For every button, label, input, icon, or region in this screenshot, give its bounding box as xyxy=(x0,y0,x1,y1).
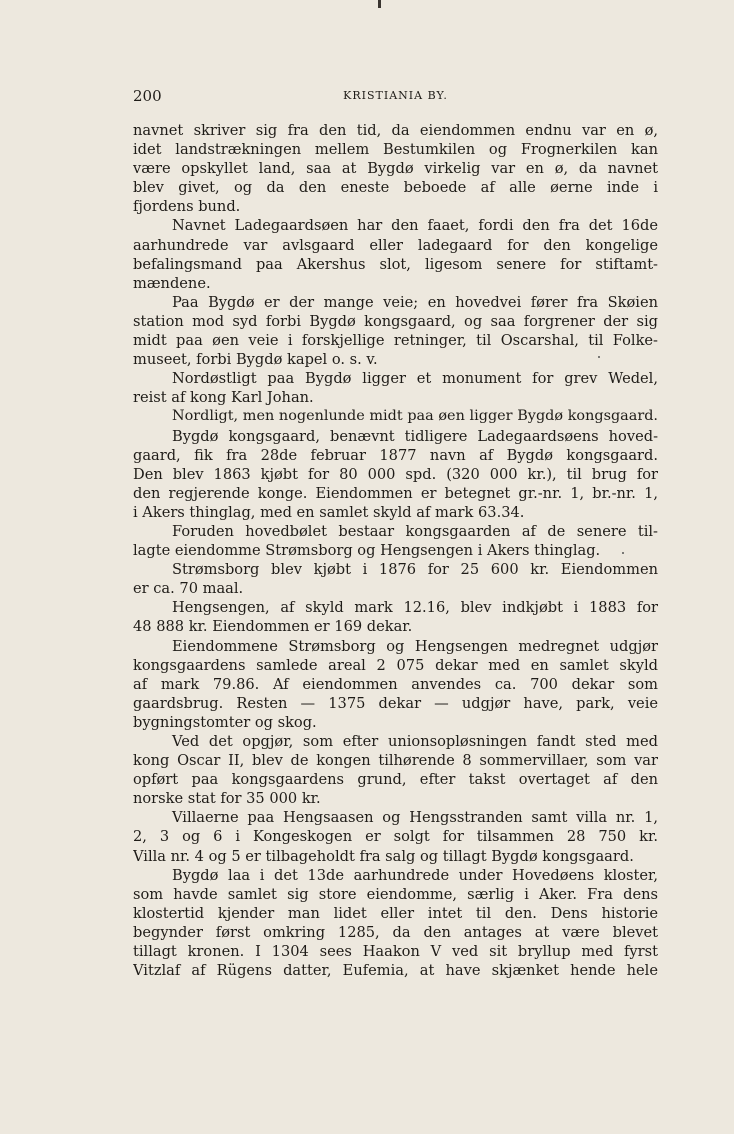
text-line: befalingsmand paa Akershus slot, ligesom senere for stiftamt- xyxy=(133,255,658,273)
text-line: Ved det opgjør, som efter unionsopløsningen fandt sted med xyxy=(172,733,658,750)
text-line: reist af kong Karl Johan. xyxy=(133,389,314,407)
text-line: være opskyllet land, saa at Bygdø virkelig var en ø, da navnet xyxy=(133,160,658,178)
text-line: 2, 3 og 6 i Kongeskogen er solgt for tilsammen 28 750 kr. xyxy=(133,828,658,846)
text-line: Foruden hovedbølet bestaar kongsgaarden af de senere til- xyxy=(172,522,658,540)
text-line: Villa nr. 4 og 5 er tilbageholdt fra salg og tillagt Bygdø kongsgaard. xyxy=(133,847,634,865)
text-line: 48 888 kr. Eiendommen er 169 dekar. xyxy=(133,618,413,636)
text-line: er ca. 70 maal. xyxy=(133,580,244,598)
text-line: Vitzlaf af Rügens datter, Eufemia, at have skjænket hende hele xyxy=(133,962,658,980)
text-line: Villaerne paa Hengsaasen og Hengsstranden samt villa nr. 1, xyxy=(172,809,658,827)
text-line: af mark 79.86. Af eiendommen anvendes ca. 700 dekar som xyxy=(133,675,658,693)
text-line: begynder først omkring 1285, da den antages at være blevet xyxy=(133,923,658,941)
text-line: tillagt kronen. I 1304 sees Haakon V ved sit bryllup med fyrst xyxy=(133,943,658,961)
text-line: blev givet, og da den eneste beboede af alle øerne inde i xyxy=(133,179,658,197)
text-line: lagte eiendomme Strømsborg og Hengsengen i Akers thinglag. xyxy=(133,542,601,560)
text-line: navnet skriver sig fra den tid, da eiendommen endnu var en ø, xyxy=(133,122,658,139)
page-header xyxy=(133,87,658,107)
text-line: klostertid kjender man lidet eller intet til den. Dens historie xyxy=(133,904,658,922)
text-line: gaard, fik fra 28de februar 1877 navn af Bygdø kongsgaard. xyxy=(133,446,658,464)
text-line: Eiendommene Strømsborg og Hengsengen medregnet udgjør xyxy=(172,637,658,655)
text-line: Bygdø laa i det 13de aarhundrede under Hovedøens kloster, xyxy=(172,866,658,884)
text-line: bygningstomter og skog. xyxy=(133,713,317,731)
text-line: norske stat for 35 000 kr. xyxy=(133,790,321,808)
text-line: aarhundrede var avlsgaard eller ladegaard for den kongelige xyxy=(133,236,658,254)
text-line: midt paa øen veie i forskjellige retninger, til Oscarshal, til Folke- xyxy=(133,332,658,350)
text-line: station mod syd forbi Bygdø kongsgaard, og saa forgrener der sig xyxy=(133,312,658,330)
text-line: Strømsborg blev kjøbt i 1876 for 25 600 kr. Eiendommen xyxy=(172,561,658,579)
text-line: museet, forbi Bygdø kapel o. s. v. xyxy=(133,351,378,369)
text-line: som havde samlet sig store eiendomme, særlig i Aker. Fra dens xyxy=(133,885,658,903)
running-head: KRISTIANIA BY. xyxy=(343,89,448,102)
text-line: kongsgaardens samlede areal 2 075 dekar med en samlet skyld xyxy=(133,656,658,674)
text-line: den regjerende konge. Eiendommen er betegnet gr.-nr. 1, br.-nr. 1, xyxy=(133,484,658,502)
page-number: 200 xyxy=(133,87,162,105)
text-line: Nordligt, men nogenlunde midt paa øen ligger Bygdø kongsgaard. xyxy=(172,408,658,425)
text-line: gaardsbrug. Resten — 1375 dekar — udgjør have, park, veie xyxy=(133,694,658,712)
text-line: i Akers thinglag, med en samlet skyld af mark 63.34. xyxy=(133,503,525,521)
text-line: idet landstrækningen mellem Bestumkilen og Frognerkilen kan xyxy=(133,141,658,159)
text-line: mændene. xyxy=(133,274,211,292)
text-line: Hengsengen, af skyld mark 12.16, blev indkjøbt i 1883 for xyxy=(172,599,658,617)
text-line: Navnet Ladegaardsøen har den faaet, fordi den fra det 16de xyxy=(172,217,658,235)
text-line: opført paa kongsgaardens grund, efter takst overtaget af den xyxy=(133,771,658,789)
binding-mark xyxy=(378,0,381,8)
text-line: Paa Bygdø er der mange veie; en hovedvei fører fra Skøien xyxy=(172,293,658,311)
text-line: Nordøstligt paa Bygdø ligger et monument for grev Wedel, xyxy=(172,370,658,388)
body-text xyxy=(133,121,658,980)
text-line: Den blev 1863 kjøbt for 80 000 spd. (320 000 kr.), til brug for xyxy=(133,465,658,483)
text-line: fjordens bund. xyxy=(133,198,241,216)
text-line: Bygdø kongsgaard, benævnt tidligere Ladegaardsøens hoved- xyxy=(172,427,658,445)
text-line: kong Oscar II, blev de kongen tilhørende 8 sommervillaer, som var xyxy=(133,752,658,770)
